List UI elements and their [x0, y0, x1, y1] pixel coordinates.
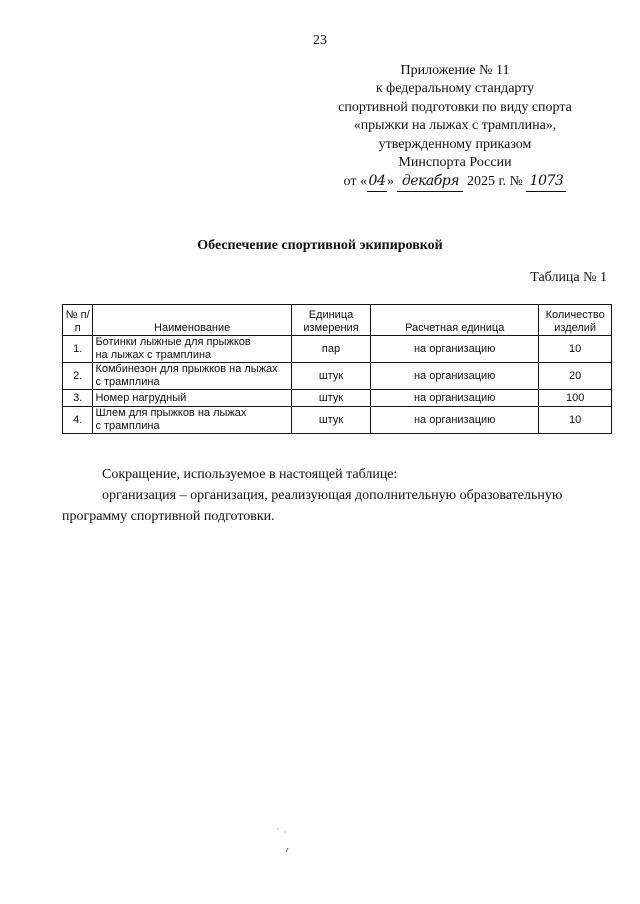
appendix-line-approved: утвержденному приказом: [378, 136, 532, 152]
order-date-day: 04: [367, 172, 387, 191]
order-number: 1073: [526, 172, 566, 191]
row-qty: 100: [539, 390, 612, 407]
appendix-number: Приложение № 11: [400, 63, 510, 78]
order-date-year: 2025 г. №: [466, 174, 523, 190]
appendix-line-sport: спортивной подготовки по виду спорта: [338, 99, 572, 115]
row-num: 2.: [63, 363, 93, 390]
appendix-header: [330, 62, 580, 192]
row-name-line2: с трамплина: [95, 420, 160, 432]
row-name: [93, 336, 291, 363]
row-unit: штук: [291, 407, 370, 434]
note-intro: Сокращение, используемое в настоящей таблице:: [102, 467, 398, 482]
equipment-table: [62, 304, 612, 434]
appendix-line-ministry: Минспорта России: [398, 155, 512, 171]
row-qty: 10: [539, 336, 612, 363]
note-definition: организация – организация, реализующая дополнительную образовательную: [102, 488, 563, 503]
row-name-line1: Ботинки лыжные для прыжков: [95, 336, 251, 348]
document-title: Обеспечение спортивной экипировкой: [197, 238, 443, 253]
table-row: [63, 407, 612, 434]
row-num: 3.: [63, 390, 93, 407]
header-num: № п/п: [63, 305, 93, 336]
row-num: 1.: [63, 336, 93, 363]
appendix-line-discipline: «прыжки на лыжах с трамплина»,: [353, 118, 557, 134]
row-name: [93, 407, 291, 434]
note-definition-tail: программу спортивной подготовки.: [62, 509, 275, 524]
row-calc: на организацию: [371, 363, 539, 390]
row-name: [93, 363, 291, 390]
row-name: Номер нагрудный: [93, 390, 291, 407]
row-calc: на организацию: [371, 336, 539, 363]
row-qty: 20: [539, 363, 612, 390]
scan-specks: [258, 826, 298, 856]
row-name-line1: Шлем для прыжков на лыжах: [95, 407, 247, 419]
header-unit: Единица измерения: [291, 305, 370, 336]
table-caption: Таблица № 1: [530, 270, 607, 285]
table-header-row: [63, 305, 612, 336]
order-date-prefix: от «: [343, 174, 367, 190]
header-calc: Расчетная единица: [371, 305, 539, 336]
row-unit: штук: [291, 363, 370, 390]
abbreviation-note: [62, 464, 612, 527]
row-name-line2: с трамплина: [95, 376, 160, 388]
table-row: [63, 363, 612, 390]
header-qty: Количество изделий: [539, 305, 612, 336]
table-row: [63, 336, 612, 363]
order-date-month: декабря: [397, 172, 463, 191]
appendix-line-standard: к федеральному стандарту: [375, 81, 535, 97]
row-name-line2: на лыжах с трамплина: [95, 349, 212, 361]
row-unit: штук: [291, 390, 370, 407]
order-date-quote: »: [386, 174, 394, 190]
row-unit: пар: [291, 336, 370, 363]
row-calc: на организацию: [371, 407, 539, 434]
row-calc: на организацию: [371, 390, 539, 407]
table-row: [63, 390, 612, 407]
row-num: 4.: [63, 407, 93, 434]
page-number: 23: [313, 33, 327, 48]
appendix-order-date: [330, 172, 580, 191]
row-name-line1: Комбинезон для прыжков на лыжах: [95, 363, 278, 375]
header-name: Наименование: [93, 305, 291, 336]
row-qty: 10: [539, 407, 612, 434]
